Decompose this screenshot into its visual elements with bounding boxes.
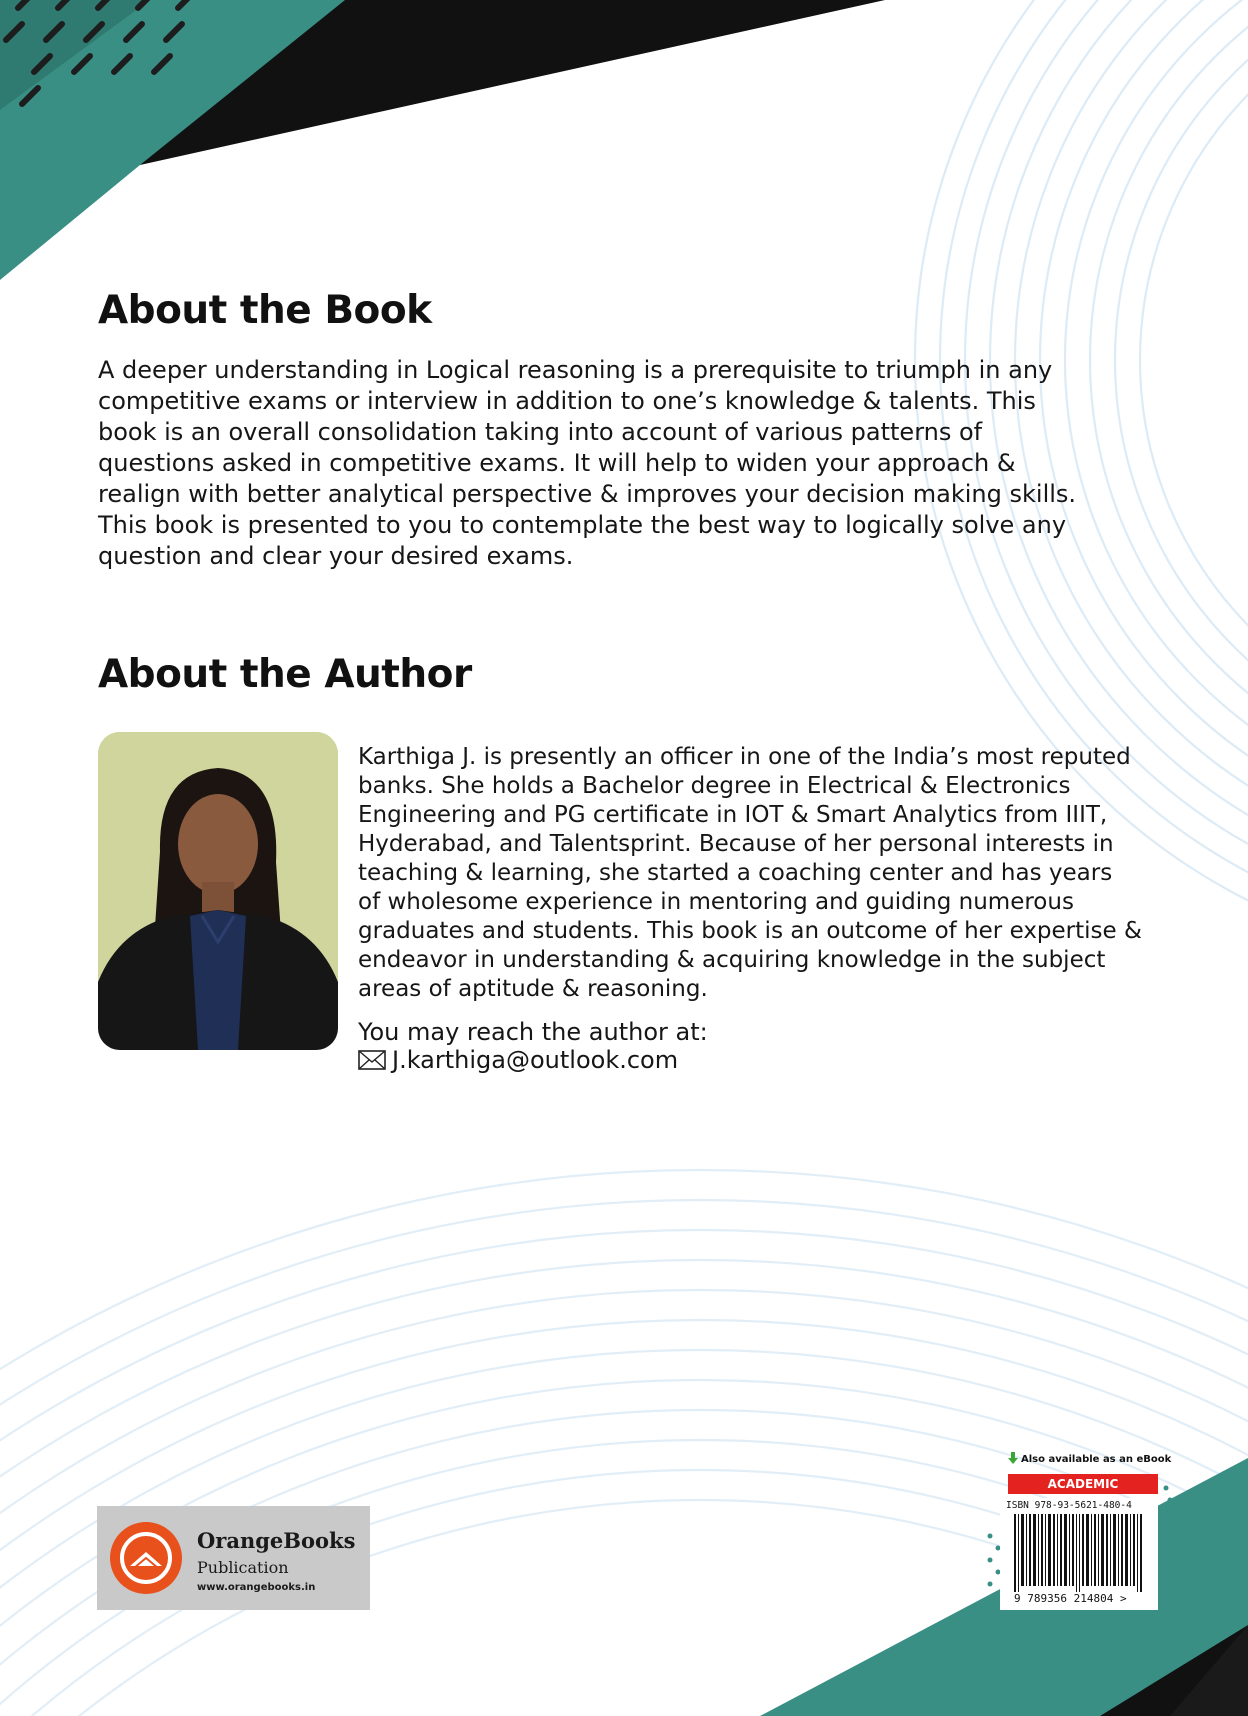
orangebooks-icon — [110, 1522, 182, 1594]
book-line: question and clear your desired exams. — [98, 542, 574, 570]
author-line: areas of aptitude & reasoning. — [358, 976, 708, 1002]
about-author-heading: About the Author — [98, 652, 472, 697]
author-line: Engineering and PG certificate in IOT & Smart Analytics from IIIT, — [358, 802, 1108, 828]
isbn-text: ISBN 978-93-5621-480-4 — [1006, 1500, 1132, 1511]
publisher-sub: Publication — [197, 1558, 289, 1577]
author-line: Karthiga J. is presently an officer in one of the India’s most reputed — [358, 744, 1131, 770]
about-author-text — [358, 743, 1158, 1004]
ebook-note-text: Also available as an eBook — [1021, 1454, 1172, 1465]
book-line: book is an overall consolidation taking into account of various patterns of — [98, 418, 983, 446]
ebook-note — [1008, 1452, 1171, 1465]
book-line: competitive exams or interview in addition to one’s knowledge & talents. This — [98, 387, 1036, 415]
author-line: endeavor in understanding & acquiring knowledge in the subject — [358, 947, 1106, 973]
book-line: realign with better analytical perspective & improves your decision making skills. — [98, 480, 1077, 508]
mail-icon — [358, 1050, 386, 1070]
download-arrow-icon — [1008, 1452, 1018, 1464]
author-photo — [98, 732, 338, 1050]
publisher-url[interactable]: www.orangebooks.in — [197, 1582, 316, 1593]
barcode-bars — [1014, 1514, 1146, 1592]
publisher-logo — [97, 1506, 370, 1610]
barcode-digits: 9 789356 214804 > — [1014, 1592, 1127, 1605]
about-book-heading: About the Book — [98, 288, 432, 333]
author-line: Hyderabad, and Talentsprint. Because of her personal interests in — [358, 831, 1114, 857]
author-line: graduates and students. This book is an outcome of her expertise & — [358, 918, 1142, 944]
about-book-text — [98, 355, 1158, 572]
publisher-name: OrangeBooks — [197, 1528, 356, 1553]
book-line: This book is presented to you to contemplate the best way to logically solve any — [98, 511, 1067, 539]
author-email-link[interactable]: J.karthiga@outlook.com — [392, 1046, 679, 1074]
author-line: of wholesome experience in mentoring and guiding numerous — [358, 889, 1074, 915]
book-line: questions asked in competitive exams. It will help to widen your approach & — [98, 449, 1016, 477]
book-line: A deeper understanding in Logical reasoning is a prerequisite to triumph in any — [98, 356, 1053, 384]
reach-author-text: You may reach the author at: — [358, 1018, 708, 1046]
isbn-barcode — [1000, 1498, 1158, 1610]
author-line: banks. She holds a Bachelor degree in Electrical & Electronics — [358, 773, 1071, 799]
category-badge: ACADEMIC — [1008, 1474, 1158, 1494]
author-email-row — [358, 1045, 678, 1075]
author-line: teaching & learning, she started a coaching center and has years — [358, 860, 1113, 886]
